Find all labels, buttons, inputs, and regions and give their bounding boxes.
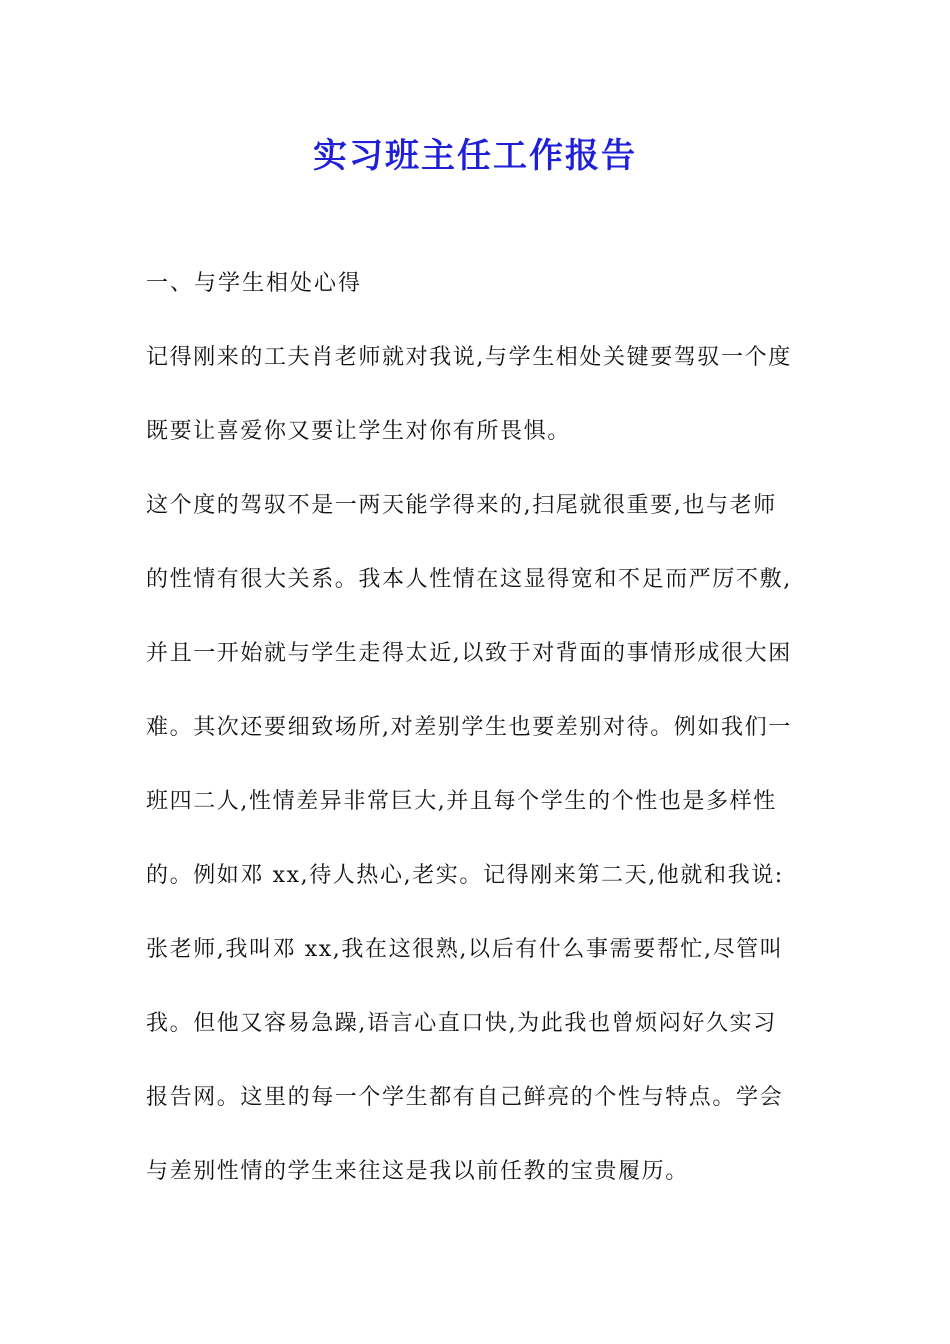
paragraph-line: 报告网。这里的每一个学生都有自己鲜亮的个性与特点。学会 [146,1085,784,1110]
paragraph-line: 班四二人,性情差异非常巨大,并且每个学生的个性也是多样性 [146,789,777,814]
paragraph-2 [146,484,808,1224]
paragraph-line: 记得刚来的工夫肖老师就对我说,与学生相处关键要驾驭一个度 [146,345,792,370]
section-heading: 一、与学生相处心得 [146,271,363,296]
document-title: 实习班主任工作报告 [313,136,637,176]
paragraph-line: 并且一开始就与学生走得太近,以致于对背面的事情形成很大困 [146,641,792,666]
paragraph-line: 难。其次还要细致场所,对差别学生也要差别对待。例如我们一 [146,715,792,740]
paragraph-line: 既要让喜爱你又要让学生对你有所畏惧。 [146,419,571,444]
paragraph-line: 这个度的驾驭不是一两天能学得来的,扫尾就很重要,也与老师 [146,493,777,518]
paragraph-line: 的性情有很大关系。我本人性情在这显得宽和不足而严厉不敷, [146,567,792,592]
paragraph-line: 我。但他又容易急躁,语言心直口快,为此我也曾烦闷好久实习 [146,1011,777,1036]
paragraph-line: 的。例如邓 xx,待人热心,老实。记得刚来第二天,他就和我说: [146,863,784,888]
paragraph-1 [146,336,808,484]
paragraph-line: 张老师,我叫邓 xx,我在这很熟,以后有什么事需要帮忙,尽管叫 [146,937,784,962]
document-body [146,262,808,1224]
paragraph-line: 与差别性情的学生来往这是我以前任教的宝贵履历。 [146,1159,689,1184]
